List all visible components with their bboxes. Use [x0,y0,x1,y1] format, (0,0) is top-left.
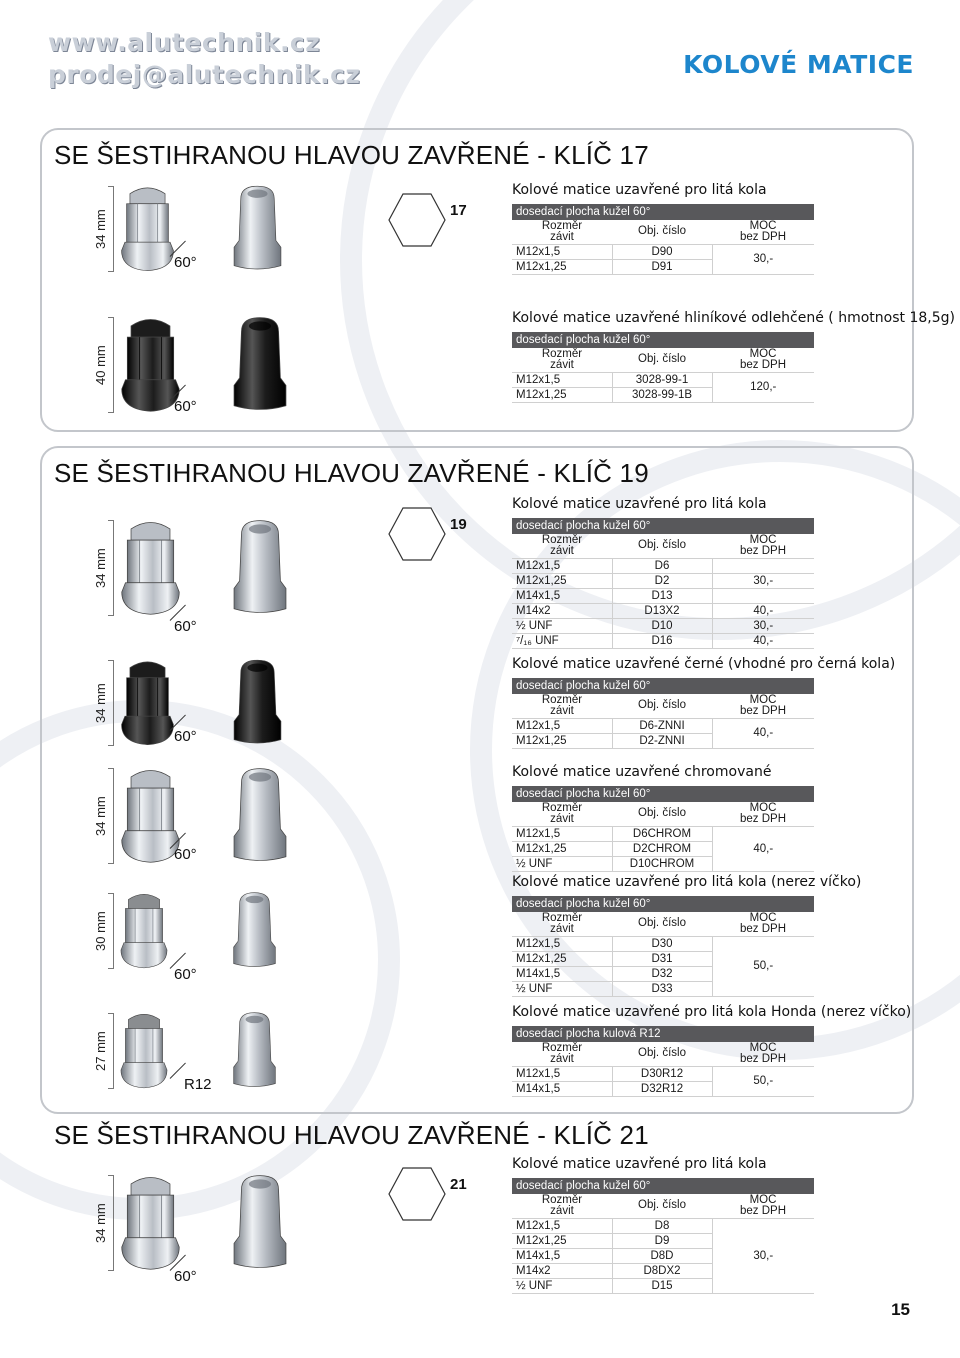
column-header-text: bez DPH [739,230,787,243]
column-header-text: závit [550,1204,574,1217]
thread-size-cell: M14x1,5 [512,966,612,981]
table-header-row [512,534,814,558]
column-header-code: Obj. číslo [612,1194,712,1218]
spec-table [512,678,814,749]
product-block [0,492,960,647]
thread-size-cell: ½ UNF [512,981,612,996]
seat-type-band: dosedací plocha kulová R12 [512,1026,814,1042]
column-header-text: závit [550,1052,574,1065]
page-title: KOLOVÉ MATICE [683,50,914,79]
order-code-cell: D10CHROM [612,856,712,871]
thread-size-cell: M12x1,25 [512,951,612,966]
order-code-cell: D31 [612,951,712,966]
order-code-cell: D90 [612,244,712,259]
seat-type-band: dosedací plocha kužel 60° [512,204,814,220]
order-code-cell: D6-ZNNI [612,718,712,733]
table-header-row [512,912,814,936]
product-block [0,760,960,870]
thread-size-cell: M12x1,25 [512,1233,612,1248]
column-header-text: bez DPH [739,1204,787,1217]
table-row [512,826,814,841]
page-number: 15 [891,1300,910,1319]
table-header-row [512,802,814,826]
spec-table [512,1026,814,1097]
order-code-cell: D13X2 [612,603,712,618]
table-row [512,936,814,951]
order-code-cell: D2CHROM [612,841,712,856]
column-header-size [512,802,612,826]
seat-angle-label: 60° [174,398,197,415]
nut-height-label: 34 mm [93,796,108,836]
nut-photo-front [118,1009,170,1096]
spec-table [512,896,814,997]
thread-size-cell: M14x1,5 [512,588,612,603]
column-header-price [712,534,814,558]
order-code-cell: D32 [612,966,712,981]
dimension-bracket [108,660,114,746]
thread-size-cell: ½ UNF [512,618,612,633]
product-title: Kolové matice uzavřené hliníkové odlehčené ( hmotnost 18,5g) [512,310,955,326]
column-header-text: MOC [749,533,777,546]
table-header-row [512,694,814,718]
price-cell: 30,- [712,1218,814,1293]
product-block [0,178,960,278]
nut-height-label: 40 mm [93,345,108,385]
thread-size-cell: M12x1,5 [512,558,612,573]
product-title: Kolové matice uzavřené pro litá kola (nerez víčko) [512,874,862,890]
nut-photo-front [118,1171,183,1278]
product-title: Kolové matice uzavřené černé (vhodné pro černá kola) [512,656,896,672]
seat-type-band: dosedací plocha kužel 60° [512,896,814,912]
order-code-cell: D33 [612,981,712,996]
table-row [512,718,814,733]
price-cell [712,558,814,573]
order-code-cell: D32R12 [612,1081,712,1096]
table-row [512,244,814,259]
nut-photo-front [118,516,183,623]
nut-photo-side [232,516,288,623]
column-header-code: Obj. číslo [612,1042,712,1066]
product-title: Kolové matice uzavřené pro litá kola [512,496,767,512]
thread-size-cell: M12x1,25 [512,573,612,588]
nut-height-label: 27 mm [93,1031,108,1071]
order-code-cell: D2 [612,573,712,588]
column-header-text: MOC [749,1041,777,1054]
price-cell: 40,- [712,718,814,748]
column-header-size [512,534,612,558]
column-header-code: Obj. číslo [612,694,712,718]
seat-angle-label: 60° [174,618,197,635]
column-header-text: Rozměr [541,533,583,546]
nut-photo-side [232,313,288,420]
thread-size-cell: M12x1,25 [512,841,612,856]
thread-size-cell: M12x1,25 [512,733,612,748]
thread-size-cell: M12x1,5 [512,1218,612,1233]
order-code-cell: D8 [612,1218,712,1233]
thread-size-cell: ½ UNF [512,1278,612,1293]
column-header-text: bez DPH [739,1052,787,1065]
column-header-text: bez DPH [739,544,787,557]
nut-photo-side [232,1171,288,1278]
thread-size-cell: M14x2 [512,603,612,618]
column-header-text: MOC [749,347,777,360]
column-header-text: Rozměr [541,911,583,924]
column-header-text: bez DPH [739,704,787,717]
dimension-bracket [108,893,114,969]
order-code-cell: 3028-99-1B [612,387,712,402]
column-header-text: bez DPH [739,358,787,371]
column-header-size [512,1194,612,1218]
column-header-text: MOC [749,911,777,924]
price-cell: 50,- [712,1066,814,1096]
price-cell: 30,- [712,244,814,274]
column-header-text: Rozměr [541,693,583,706]
order-code-cell: D6 [612,558,712,573]
nut-photo-front [118,889,170,976]
column-header-size [512,694,612,718]
table-row [512,573,814,588]
column-header-size [512,912,612,936]
column-header-price [712,348,814,372]
column-header-size [512,220,612,244]
spec-table [512,332,814,403]
table-row [512,558,814,573]
product-block [0,870,960,995]
spec-table [512,786,814,872]
hexagon-icon [388,549,446,566]
order-code-cell: D6CHROM [612,826,712,841]
key-size-label: 21 [450,1176,467,1193]
price-cell: 50,- [712,936,814,996]
email-link[interactable]: prodej@alutechnik.cz [48,60,361,89]
dimension-bracket [108,317,114,413]
thread-size-cell: M12x1,5 [512,372,612,387]
hex-key-diagram [388,192,467,253]
nut-photo-front [118,182,177,279]
table-row [512,633,814,648]
column-header-text: závit [550,704,574,717]
nut-height-label: 30 mm [93,911,108,951]
column-header-code: Obj. číslo [612,534,712,558]
column-header-text: závit [550,230,574,243]
order-code-cell: D15 [612,1278,712,1293]
column-header-text: MOC [749,1193,777,1206]
column-header-text: MOC [749,801,777,814]
nut-photo-side [232,889,277,976]
spec-table [512,204,814,275]
table-row [512,603,814,618]
nut-height-label: 34 mm [93,209,108,249]
table-row [512,588,814,603]
section-heading: SE ŠESTIHRANOU HLAVOU ZAVŘENÉ - KLÍČ 19 [54,458,649,488]
product-title: Kolové matice uzavřené pro litá kola [512,1156,767,1172]
hexagon-icon [388,1209,446,1226]
column-header-size [512,348,612,372]
column-header-text: závit [550,922,574,935]
order-code-cell: D10 [612,618,712,633]
column-header-text: MOC [749,693,777,706]
seat-angle-label: 60° [174,966,197,983]
section-heading: SE ŠESTIHRANOU HLAVOU ZAVŘENÉ - KLÍČ 17 [54,140,649,170]
thread-size-cell: M12x1,5 [512,244,612,259]
product-title: Kolové matice uzavřené pro litá kola [512,182,767,198]
product-title: Kolové matice uzavřené pro litá kola Honda (nerez víčko) [512,1004,912,1020]
price-cell: 40,- [712,826,814,871]
product-title: Kolové matice uzavřené chromované [512,764,772,780]
column-header-text: Rozměr [541,1193,583,1206]
column-header-text: bez DPH [739,812,787,825]
column-header-code: Obj. číslo [612,348,712,372]
product-block [0,306,960,422]
product-block [0,1152,960,1292]
seat-type-band: dosedací plocha kužel 60° [512,678,814,694]
thread-size-cell: ⁷/₁₆ UNF [512,633,612,648]
thread-size-cell: M12x1,5 [512,1066,612,1081]
table-header-row [512,348,814,372]
order-code-cell: D16 [612,633,712,648]
table-header-row [512,1042,814,1066]
column-header-price [712,694,814,718]
column-header-price [712,802,814,826]
order-code-cell: D13 [612,588,712,603]
nut-photo-side [232,764,288,871]
order-code-cell: D8DX2 [612,1263,712,1278]
column-header-text: bez DPH [739,922,787,935]
nut-photo-side [232,656,283,753]
column-header-price [712,912,814,936]
dimension-bracket [108,1013,114,1089]
hex-key-diagram [388,506,467,567]
thread-size-cell: M14x1,5 [512,1081,612,1096]
seat-type-band: dosedací plocha kužel 60° [512,786,814,802]
column-header-text: Rozměr [541,1041,583,1054]
column-header-text: Rozměr [541,347,583,360]
spec-table [512,518,814,649]
website-link[interactable]: www.alutechnik.cz [48,28,321,57]
price-cell: 120,- [712,372,814,402]
column-header-code: Obj. číslo [612,802,712,826]
column-header-price [712,1194,814,1218]
hex-key-diagram [388,1166,467,1227]
price-cell: 40,- [712,633,814,648]
column-header-code: Obj. číslo [612,912,712,936]
product-block [0,652,960,752]
order-code-cell: D8D [612,1248,712,1263]
thread-size-cell: M12x1,25 [512,387,612,402]
thread-size-cell: M14x2 [512,1263,612,1278]
order-code-cell: 3028-99-1 [612,372,712,387]
seat-type-band: dosedací plocha kužel 60° [512,1178,814,1194]
key-size-label: 17 [450,202,467,219]
thread-size-cell: M12x1,5 [512,718,612,733]
nut-photo-side [232,1009,277,1096]
seat-angle-label: R12 [184,1076,212,1093]
column-header-price [712,220,814,244]
table-row [512,1066,814,1081]
price-cell: 30,- [712,618,814,633]
order-code-cell: D2-ZNNI [612,733,712,748]
price-cell: 40,- [712,603,814,618]
nut-height-label: 34 mm [93,683,108,723]
seat-type-band: dosedací plocha kužel 60° [512,332,814,348]
column-header-text: závit [550,544,574,557]
dimension-bracket [108,1175,114,1271]
order-code-cell: D91 [612,259,712,274]
nut-photo-front [118,656,177,753]
column-header-text: závit [550,812,574,825]
section-heading: SE ŠESTIHRANOU HLAVOU ZAVŘENÉ - KLÍČ 21 [54,1120,649,1150]
column-header-text: Rozměr [541,801,583,814]
order-code-cell: D9 [612,1233,712,1248]
dimension-bracket [108,186,114,272]
seat-angle-label: 60° [174,846,197,863]
table-row [512,372,814,387]
column-header-text: Rozměr [541,219,583,232]
key-size-label: 19 [450,516,467,533]
thread-size-cell: M12x1,5 [512,826,612,841]
thread-size-cell: ½ UNF [512,856,612,871]
thread-size-cell: M12x1,25 [512,259,612,274]
column-header-text: MOC [749,219,777,232]
price-cell: 30,- [712,573,814,588]
nut-photo-side [232,182,283,279]
table-row [512,618,814,633]
order-code-cell: D30R12 [612,1066,712,1081]
seat-type-band: dosedací plocha kužel 60° [512,518,814,534]
table-header-row [512,220,814,244]
thread-size-cell: M12x1,5 [512,936,612,951]
product-block [0,1000,960,1100]
table-header-row [512,1194,814,1218]
column-header-code: Obj. číslo [612,220,712,244]
dimension-bracket [108,768,114,864]
table-row [512,1218,814,1233]
dimension-bracket [108,520,114,616]
nut-height-label: 34 mm [93,548,108,588]
seat-angle-label: 60° [174,728,197,745]
seat-angle-label: 60° [174,1268,197,1285]
order-code-cell: D30 [612,936,712,951]
column-header-size [512,1042,612,1066]
price-cell [712,588,814,603]
spec-table [512,1178,814,1294]
column-header-text: závit [550,358,574,371]
hexagon-icon [388,235,446,252]
seat-angle-label: 60° [174,254,197,271]
nut-height-label: 34 mm [93,1203,108,1243]
column-header-price [712,1042,814,1066]
thread-size-cell: M14x1,5 [512,1248,612,1263]
